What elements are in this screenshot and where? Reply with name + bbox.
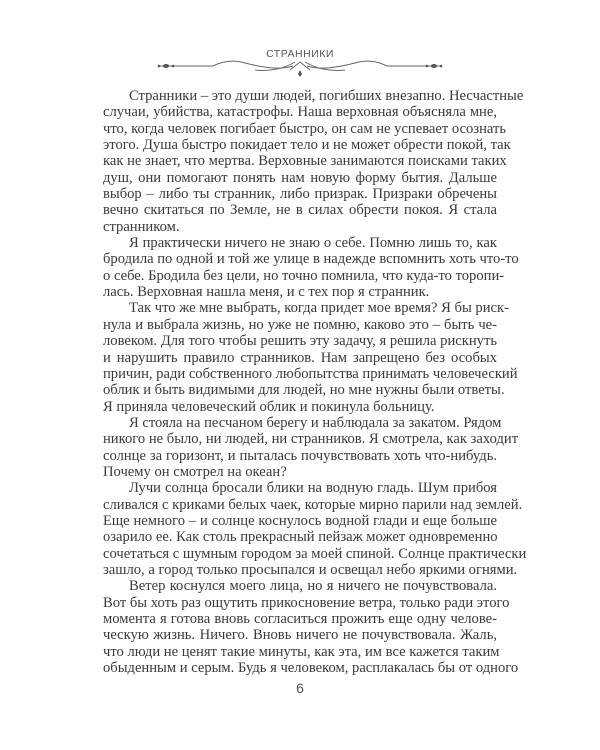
text-line: что люди не ценят такие минуты, как эта, им все кажется таким — [103, 643, 500, 660]
text-line: момента я готова вновь согласиться прожить еще одну челове- — [103, 611, 497, 627]
text-line: Лучи солнца бросали блики на водную гладь. Шум прибоя — [129, 480, 497, 497]
paragraph — [103, 578, 519, 677]
page-number: 6 — [296, 680, 304, 696]
text-line: ческую жизнь. Ничего. Вновь ничего не почувствовала. Жаль, — [103, 627, 497, 644]
text-line: душ, они помогают понять нам новую форму бытия. Дальше — [103, 169, 497, 186]
text-line: и нарушить правило странников. Нам запрещено без особых — [103, 349, 497, 366]
text-line: вечно скитаться по Земле, не в силах обрести покоя. Я стала — [103, 202, 497, 219]
text-line: облик и быть видимыми для людей, но мне нужны были ответы. — [103, 382, 505, 399]
text-line: Вот бы хоть раз ощутить прикосновение ветра, только ради этого — [103, 594, 510, 611]
text-line: о себе. Бродила без цели, но точно помнила, что куда-то торопи- — [103, 267, 505, 284]
text-line: сливался с криками белых чаек, которые мирно парили над землей. — [103, 496, 523, 513]
text-line: лась. Верховная нашла меня, и с тех пор я странник. — [103, 284, 430, 301]
text-line: ловеком. Для того чтобы решить эту задачу, я решила рискнуть — [103, 333, 497, 350]
text-line: обыденным и серым. Будь я человеком, расплакалась бы от одного — [103, 660, 519, 677]
running-title: СТРАННИКИ — [266, 48, 334, 60]
body-text — [103, 88, 527, 677]
text-line: бродила по одной и той же улице в надежде вспомнить хоть что-то — [103, 251, 519, 268]
text-line: Ветер коснулся моего лица, но я ничего не почувствовала. — [129, 578, 497, 595]
text-line: никого не было, ни людей, ни странников. Я смотрела, как заходит — [103, 431, 519, 448]
text-line: Я практически ничего не знаю о себе. Помню лишь то, как — [129, 235, 497, 252]
text-line: странником. — [103, 218, 180, 235]
text-line: выбор – либо ты странник, либо призрак. Призраки обречены — [103, 186, 497, 203]
text-line: Еще немного – и солнце коснулось водной глади и еще больше — [103, 512, 497, 529]
text-line: озарило ее. Как столь прекрасный пейзаж может одновременно — [103, 529, 498, 546]
text-line: случаи, убийства, катастрофы. Наша верховная объясняла мне, — [103, 104, 497, 121]
text-line: Так что же мне выбрать, когда придет мое время? Я бы риск- — [129, 300, 509, 317]
text-line: как не знает, что мертва. Верховные занимаются поисками таких — [103, 153, 507, 170]
text-line: Странники – это души людей, погибших внезапно. Несчастные — [129, 88, 524, 104]
text-line: что, когда человек погибает быстро, он сам не успевает осознать — [103, 120, 507, 137]
text-line: сочетаться с шумным городом за моей спиной. Солнце практически — [103, 545, 527, 562]
text-line: Я стояла на песчаном берегу и наблюдала за закатом. Рядом — [129, 414, 502, 431]
text-line: этого. Душа быстро покидает тело и не может обрести покой, так — [103, 137, 511, 154]
paragraph — [103, 480, 527, 578]
text-line: причин, ради собственного любопытства принимать человеческий — [103, 365, 518, 382]
text-line: Почему он смотрел на океан? — [103, 463, 287, 480]
text-line: нула и выбрала жизнь, но уже не помню, каково это – быть че- — [103, 316, 497, 333]
text-line: зашло, а город только просыпался и освещал небо яркими огнями. — [103, 561, 518, 578]
paragraph — [103, 300, 518, 415]
paragraph — [103, 88, 524, 235]
decorative-flourish-icon — [155, 58, 445, 78]
text-line: солнце за горизонт, и пыталась почувствовать хоть что-нибудь. — [103, 447, 497, 464]
paragraph — [103, 414, 519, 480]
text-line: Я приняла человеческий облик и покинула больницу. — [103, 398, 435, 415]
paragraph — [103, 235, 519, 301]
